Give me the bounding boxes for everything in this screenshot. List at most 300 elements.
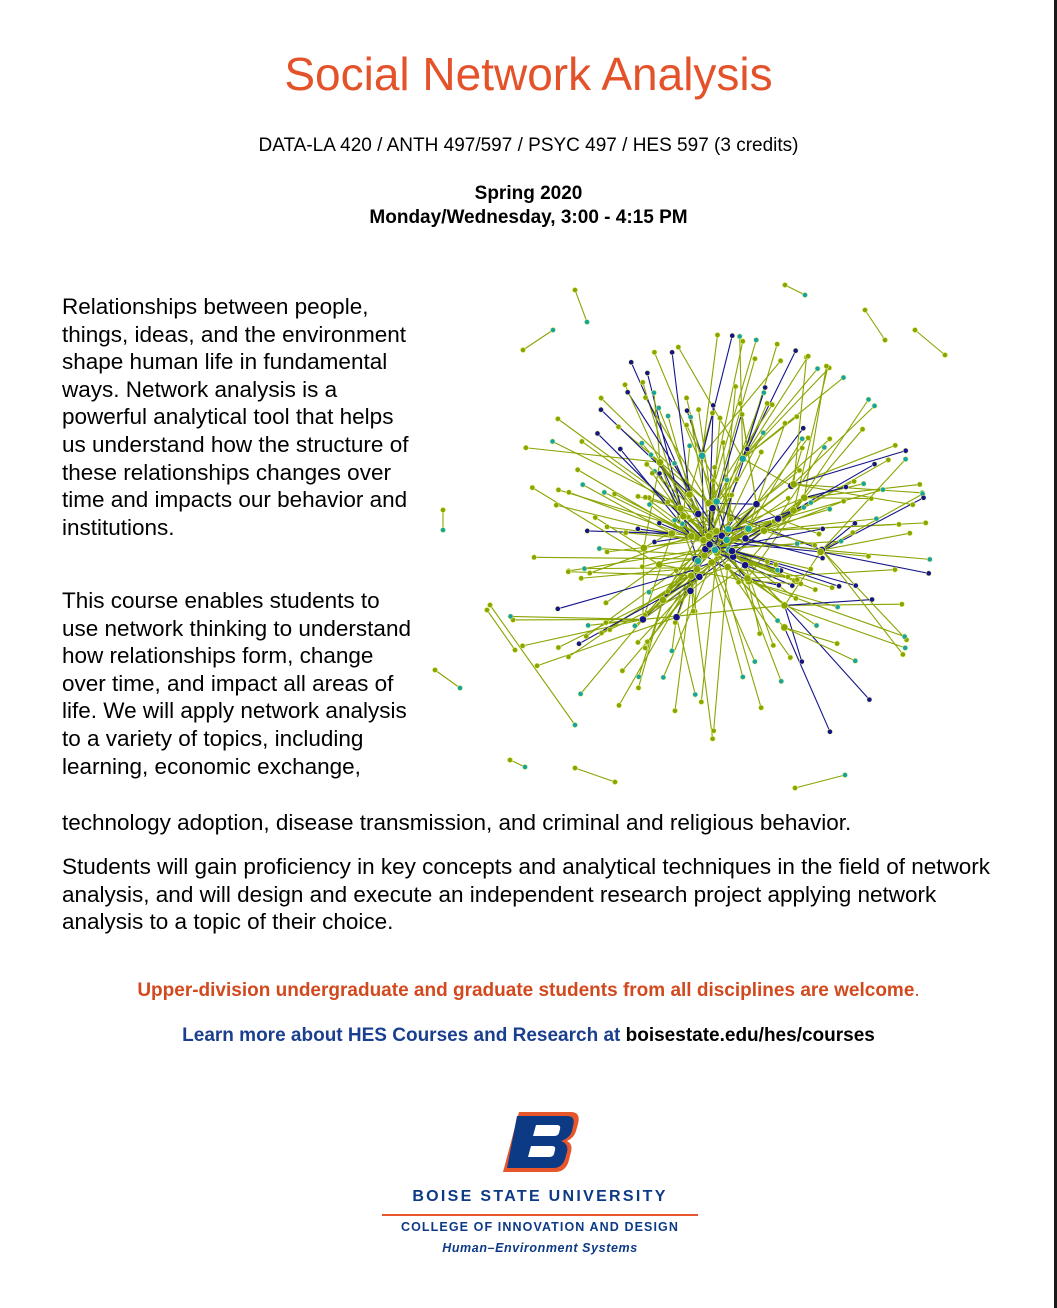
course-term	[0, 182, 1057, 230]
network-node	[753, 501, 760, 508]
network-node	[862, 307, 867, 312]
network-node	[841, 375, 846, 380]
network-node	[696, 407, 701, 412]
network-node	[754, 337, 759, 342]
network-node	[738, 401, 743, 406]
network-node	[903, 645, 908, 650]
network-node	[657, 520, 662, 525]
network-node	[775, 618, 780, 623]
network-node	[440, 507, 445, 512]
learn-more-link[interactable]: boisestate.edu/hes/courses	[625, 1025, 875, 1046]
network-node	[598, 407, 603, 412]
network-node	[556, 487, 561, 492]
network-node	[554, 503, 559, 508]
network-node	[584, 634, 589, 639]
network-node	[648, 452, 653, 457]
network-node	[733, 384, 738, 389]
network-node	[680, 513, 687, 520]
network-node	[763, 385, 768, 390]
network-node	[645, 370, 650, 375]
schedule-label: Monday/Wednesday, 3:00 - 4:15 PM	[369, 207, 688, 228]
network-node	[790, 583, 795, 588]
network-edge	[691, 576, 712, 739]
network-node	[770, 402, 775, 407]
network-node	[604, 549, 609, 554]
network-node	[801, 494, 808, 501]
page-title: Social Network Analysis	[284, 48, 773, 100]
network-edge	[435, 670, 460, 688]
network-node	[578, 691, 583, 696]
network-node	[587, 570, 592, 575]
network-node	[650, 471, 655, 476]
network-node	[661, 675, 666, 680]
network-node	[640, 564, 645, 569]
network-node	[593, 515, 598, 520]
network-node	[778, 358, 783, 363]
network-node	[694, 557, 701, 564]
network-node	[508, 614, 513, 619]
network-edge	[511, 616, 643, 619]
network-node	[673, 614, 680, 621]
network-node	[850, 530, 855, 535]
learn-more-text: Learn more about HES Courses and Research at	[182, 1025, 626, 1046]
network-node	[724, 564, 731, 571]
network-node	[579, 576, 584, 581]
network-node	[740, 339, 745, 344]
network-node	[598, 395, 603, 400]
network-node	[822, 445, 827, 450]
network-node	[651, 390, 656, 395]
outcomes-paragraph: Students will gain proficiency in key concepts and analytical techniques in the field of network analysis, and will design and execute an independent research project applying network analysis to a topic of their choice.	[62, 854, 991, 935]
network-node	[659, 596, 666, 603]
network-node	[706, 541, 713, 548]
network-node	[739, 455, 746, 462]
network-node	[603, 620, 608, 625]
network-node	[604, 524, 609, 529]
network-node	[917, 482, 922, 487]
network-node	[715, 332, 720, 337]
network-node	[612, 491, 617, 496]
network-node	[860, 427, 865, 432]
network-node	[566, 490, 571, 495]
network-node	[665, 413, 670, 418]
network-node	[597, 546, 602, 551]
network-node	[814, 623, 819, 628]
network-node	[781, 624, 788, 631]
network-node	[672, 518, 677, 523]
network-node	[618, 446, 623, 451]
network-node	[852, 521, 857, 526]
network-node	[869, 597, 874, 602]
network-node	[622, 382, 627, 387]
network-node	[776, 583, 781, 588]
course-description-paragraph: This course enables students to use network thinking to understand how relationships form, change over time, and impact all areas of life. We will apply network analysis to a variety of topics, including learning, economic exchange,	[62, 588, 411, 779]
network-node	[866, 397, 871, 402]
network-node	[555, 416, 560, 421]
network-node	[582, 566, 587, 571]
network-node	[761, 430, 766, 435]
network-edge	[784, 627, 837, 643]
network-node	[652, 350, 657, 355]
network-node	[827, 729, 832, 734]
network-node	[882, 337, 887, 342]
network-node	[820, 556, 825, 561]
network-edge	[794, 399, 869, 510]
network-node	[741, 562, 748, 569]
network-node	[745, 525, 752, 532]
network-node	[752, 356, 757, 361]
network-node	[687, 443, 692, 448]
network-node	[580, 482, 585, 487]
network-node	[765, 559, 770, 564]
network-node	[595, 431, 600, 436]
network-node	[806, 435, 811, 440]
network-node	[795, 577, 800, 582]
network-node	[717, 415, 722, 420]
network-node	[841, 499, 846, 504]
network-node	[579, 439, 584, 444]
network-node	[487, 602, 492, 607]
network-node	[512, 647, 517, 652]
network-node	[635, 640, 640, 645]
network-node	[710, 736, 715, 741]
network-node	[728, 517, 733, 522]
network-node	[813, 587, 818, 592]
network-node	[632, 623, 637, 628]
network-node	[872, 462, 877, 467]
network-node	[790, 507, 797, 514]
network-node	[788, 655, 793, 660]
network-node	[794, 541, 799, 546]
network-node	[737, 334, 742, 339]
network-node	[665, 589, 670, 594]
network-edge	[743, 378, 844, 459]
network-node	[688, 414, 693, 419]
network-node	[550, 327, 555, 332]
network-node	[520, 347, 525, 352]
network-node	[607, 627, 612, 632]
network-node	[893, 443, 898, 448]
network-node	[903, 457, 908, 462]
network-node	[639, 441, 644, 446]
network-node	[843, 484, 848, 489]
network-node	[705, 532, 712, 539]
network-node	[869, 496, 874, 501]
network-node	[835, 604, 840, 609]
network-edge	[575, 768, 615, 782]
network-edge	[619, 569, 697, 705]
university-logo	[340, 1090, 740, 1270]
course-description-continued: technology adoption, disease transmission, and criminal and religious behavior.	[62, 810, 852, 835]
network-node	[886, 457, 891, 462]
network-node	[640, 380, 645, 385]
network-node	[798, 581, 803, 586]
network-node	[903, 448, 908, 453]
network-node	[694, 566, 701, 573]
network-node	[566, 569, 571, 574]
network-node	[584, 319, 589, 324]
university-name: BOISE STATE UNIVERSITY	[412, 1188, 668, 1205]
network-node	[572, 765, 577, 770]
network-node	[725, 526, 732, 533]
network-node	[861, 481, 866, 486]
b-logo-icon	[503, 1110, 579, 1174]
network-node	[912, 327, 917, 332]
network-node	[797, 468, 802, 473]
welcome-period: .	[914, 980, 920, 1001]
network-node	[677, 505, 684, 512]
network-node	[872, 403, 877, 408]
network-node	[880, 487, 885, 492]
network-node	[853, 658, 858, 663]
network-node	[572, 287, 577, 292]
network-node	[808, 500, 813, 505]
network-edge	[822, 550, 930, 559]
welcome-note	[0, 978, 1057, 1004]
network-node	[799, 659, 804, 664]
network-node	[636, 674, 641, 679]
network-edge	[785, 605, 906, 648]
intro-paragraph: Relationships between people, things, ideas, and the environment shape human life in fundamental ways. Network analysis is a powerful analytical tool that helps us understand how the structure of these relationships changes over time and impacts our behavior and institutions.	[62, 294, 409, 540]
network-node	[523, 445, 528, 450]
network-node	[646, 590, 651, 595]
network-edge	[749, 581, 905, 636]
network-node	[838, 539, 843, 544]
network-node	[853, 583, 858, 588]
network-edge	[745, 565, 776, 566]
network-node	[824, 364, 829, 369]
network-node	[757, 631, 762, 636]
network-node	[771, 643, 776, 648]
network-node	[759, 449, 764, 454]
network-node	[745, 447, 750, 452]
logo-divider	[382, 1214, 698, 1216]
network-node	[782, 282, 787, 287]
network-node	[668, 530, 675, 537]
network-node	[440, 527, 445, 532]
network-node	[531, 555, 536, 560]
network-node	[484, 607, 489, 612]
network-node	[836, 584, 841, 589]
network-node	[742, 535, 749, 542]
network-node	[457, 685, 462, 690]
network-node	[902, 634, 907, 639]
network-node	[736, 580, 741, 585]
network-node	[723, 536, 730, 543]
network-edge	[865, 310, 885, 340]
network-node	[801, 426, 806, 431]
network-node	[713, 498, 720, 505]
network-node	[635, 494, 640, 499]
network-node	[907, 531, 912, 536]
learn-more-line	[0, 1023, 1057, 1049]
network-node	[800, 445, 805, 450]
network-node	[629, 360, 634, 365]
network-edge	[821, 498, 924, 552]
network-node	[602, 490, 607, 495]
network-node	[711, 403, 716, 408]
network-node	[520, 643, 525, 648]
network-node	[942, 352, 947, 357]
network-node	[782, 421, 787, 426]
network-node	[635, 526, 640, 531]
network-node	[586, 623, 591, 628]
network-node	[645, 639, 650, 644]
network-node	[709, 505, 716, 512]
department-name: Human–Environment Systems	[442, 1241, 638, 1255]
network-node	[672, 708, 677, 713]
network-node	[815, 366, 820, 371]
network-edge	[740, 336, 743, 458]
network-node	[866, 554, 871, 559]
network-node	[550, 439, 555, 444]
network-node	[644, 462, 649, 467]
network-node	[842, 772, 847, 777]
network-node	[639, 616, 646, 623]
welcome-text: Upper-division undergraduate and graduate students from all disciplines are welcome	[137, 980, 915, 1001]
network-edge	[702, 335, 717, 456]
network-node	[729, 492, 734, 497]
network-edge	[675, 591, 690, 711]
network-edge	[822, 550, 907, 640]
network-node	[643, 395, 648, 400]
network-node	[734, 476, 739, 481]
network-edge	[784, 627, 855, 660]
network-edge	[784, 627, 830, 731]
network-node	[794, 414, 799, 419]
network-node	[739, 412, 744, 417]
network-node	[691, 609, 696, 614]
network-node	[790, 481, 797, 488]
network-node	[834, 641, 839, 646]
network-node	[760, 527, 767, 534]
network-node	[711, 478, 716, 483]
network-node	[432, 667, 437, 672]
network-node	[643, 495, 648, 500]
network-node	[820, 526, 825, 531]
network-node	[923, 520, 928, 525]
network-node	[636, 685, 641, 690]
network-node	[899, 602, 904, 607]
network-node	[616, 703, 621, 708]
network-node	[620, 668, 625, 673]
network-node	[775, 568, 780, 573]
network-node	[720, 440, 725, 445]
network-node	[699, 699, 704, 704]
network-node	[896, 522, 901, 527]
network-node	[812, 543, 817, 548]
network-node	[657, 471, 662, 476]
network-node	[585, 528, 590, 533]
network-node	[816, 531, 821, 536]
network-node	[693, 692, 698, 697]
network-node	[680, 521, 685, 526]
network-node	[669, 648, 674, 653]
network-node	[829, 585, 834, 590]
network-edge	[523, 330, 553, 350]
network-node	[926, 571, 931, 576]
network-node	[656, 561, 663, 568]
network-node	[711, 546, 718, 553]
network-edge	[714, 567, 728, 731]
network-node	[773, 562, 778, 567]
network-node	[792, 785, 797, 790]
network-node	[793, 596, 798, 601]
network-node	[775, 342, 780, 347]
network-node	[728, 547, 735, 554]
network-node	[665, 500, 670, 505]
network-node	[851, 479, 856, 484]
network-node	[765, 401, 770, 406]
network-node	[817, 548, 824, 555]
network-node	[806, 354, 811, 359]
network-node	[759, 705, 764, 710]
network-node	[713, 528, 720, 535]
network-edge	[795, 775, 845, 788]
network-node	[684, 408, 689, 413]
network-node	[687, 587, 694, 594]
network-node	[892, 567, 897, 572]
network-node	[599, 630, 604, 635]
network-node	[695, 510, 702, 517]
network-node	[676, 345, 681, 350]
network-node	[688, 572, 695, 579]
network-node	[647, 502, 652, 507]
network-node	[522, 764, 527, 769]
network-edge	[915, 330, 945, 355]
network-node	[623, 530, 628, 535]
network-node	[786, 496, 791, 501]
network-edge	[785, 285, 805, 295]
network-node	[576, 641, 581, 646]
network-node	[566, 654, 571, 659]
network-node	[793, 348, 798, 353]
network-node	[900, 652, 905, 657]
network-node	[808, 566, 813, 571]
network-node	[730, 333, 735, 338]
network-node	[802, 292, 807, 297]
network-node	[711, 728, 716, 733]
network-node	[696, 573, 703, 580]
network-graph-illustration	[425, 270, 965, 810]
network-node	[774, 515, 781, 522]
network-node	[575, 467, 580, 472]
network-node	[686, 491, 693, 498]
network-node	[674, 568, 679, 573]
network-node	[921, 495, 926, 500]
network-node	[761, 390, 766, 395]
network-node	[612, 779, 617, 784]
network-node	[672, 461, 677, 466]
network-node	[910, 502, 915, 507]
course-codes: DATA-LA 420 / ANTH 497/597 / PSYC 497 / HES 597 (3 credits)	[258, 135, 799, 156]
network-node	[616, 424, 621, 429]
network-node	[688, 533, 695, 540]
network-edge	[575, 290, 587, 322]
network-node	[625, 390, 630, 395]
network-node	[744, 575, 751, 582]
network-node	[572, 722, 577, 727]
network-node	[801, 505, 806, 510]
network-node	[555, 606, 560, 611]
network-node	[643, 645, 648, 650]
network-node	[684, 395, 689, 400]
network-node	[827, 507, 832, 512]
network-node	[698, 452, 705, 459]
network-node	[656, 405, 661, 410]
network-node	[800, 436, 805, 441]
network-node	[874, 516, 879, 521]
